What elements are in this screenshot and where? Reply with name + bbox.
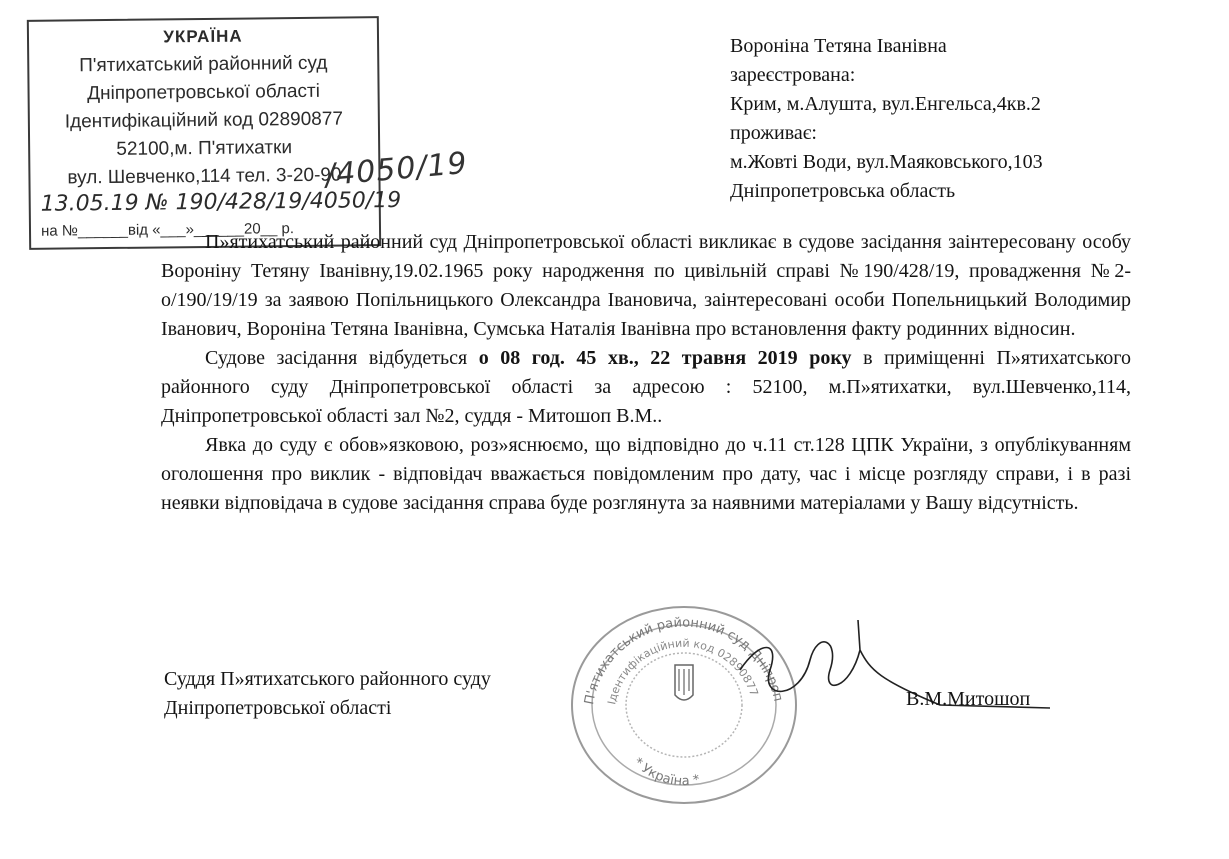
svg-text:* Україна *: [630, 755, 701, 789]
registered-label: зареєстрована:: [730, 64, 856, 86]
paragraph-summons: П»ятихатський районний суд Дніпропетровської області викликає в судове засідання заінтересовану особу Вороніну Тетяну Іванівну,19.02.1965 року народження по цивільній справі №190/428/19, провадження №2-о/190/19/19 за заявою Попільницького Олександра Івановича, заінтересовані особи Попельницький Володимир Іванович, Вороніна Тетяна Іванівна, Сумська Наталія Іванівна про встановлення факту родинних відносин.: [161, 231, 1131, 340]
hearing-datetime: о 08 год. 45 хв., 22 травня 2019 року: [478, 347, 852, 369]
hearing-location: в приміщенні П»ятихатського районного суду Дніпропетровської області за адресою : 52100, м.П»ятихатки, вул.Шевченко,114, Дніпропетровської області зал №2, суддя - Митошоп В.М..: [161, 347, 1132, 427]
lives-address: м.Жовті Води, вул.Маяковського,103: [730, 151, 1043, 173]
seal-inner-text: Ідентифікаційний код 02890877: [605, 636, 761, 706]
addressee-region: Дніпропетровська область: [730, 180, 956, 202]
hearing-intro: Судове засідання відбудеться: [205, 347, 479, 369]
stamp-country: УКРАЇНА: [163, 26, 243, 47]
stamp-outgoing-number: 13.05.19 № 190/428/19/4050/19: [40, 187, 402, 217]
judge-title-line1: Суддя П»ятихатського районного суду: [164, 668, 491, 690]
stamp-id-code: Ідентифікаційний код 02890877: [64, 108, 344, 133]
summons-body: [161, 228, 1131, 518]
judge-title-line2: Дніпропетровської області: [164, 697, 392, 719]
paragraph-attendance: Явка до суду є обов»язковою, роз»яснюємо, що відповідно до ч.11 ст.128 ЦПК України, з опублікуванням оголошення про виклик - відповідач вважається повідомленим про дату, час і місце розгляду справи, і в разі неявки відповідача в судове засідання справа буде розглянута за наявними матеріалами у Вашу відсутність.: [161, 434, 1131, 514]
addressee-block: [730, 32, 1043, 206]
handwritten-number: /4050/19: [323, 145, 470, 194]
judge-signature-block: [164, 665, 491, 723]
stamp-court-name: П'ятихатський районний суд: [79, 52, 328, 77]
registered-address: Крим, м.Алушта, вул.Енгельса,4кв.2: [730, 93, 1041, 115]
paragraph-hearing: [161, 344, 1131, 431]
court-header-stamp: [27, 16, 402, 250]
seal-bottom-text: * Україна *: [630, 755, 702, 790]
stamp-street-phone: вул. Шевченко,114 тел. 3-20-90: [67, 164, 342, 189]
judge-name: В.М.Митошоп: [906, 688, 1031, 710]
stamp-postal: 52100,м. П'ятихатки: [116, 137, 293, 160]
trident-emblem-icon: [675, 665, 693, 700]
seal-outer-text: П'ятихатський районний суд Дніпроп: [582, 615, 786, 706]
lives-label: проживає:: [730, 122, 817, 144]
addressee-name: Вороніна Тетяна Іванівна: [730, 35, 947, 57]
stamp-region: Дніпропетровської області: [87, 80, 321, 105]
stamp-reply-to: на №______від «___»______20__ р.: [40, 220, 295, 240]
